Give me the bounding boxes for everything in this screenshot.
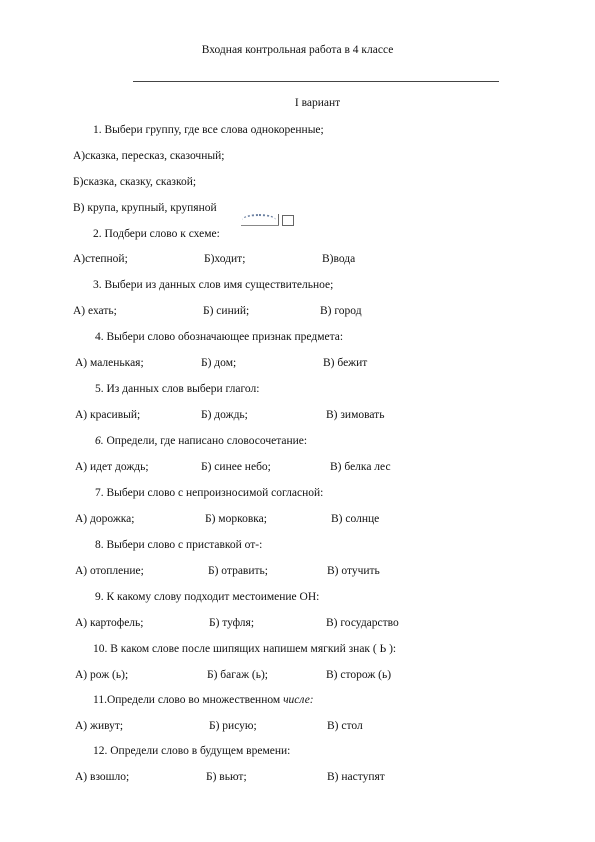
q5-option-b: Б) дождь; (201, 409, 248, 421)
q11-option-b: Б) рисую; (209, 720, 257, 732)
q7-option-a: А) дорожка; (75, 513, 135, 525)
q12-option-c: В) наступят (327, 771, 385, 783)
q12-option-a: А) взошло; (75, 771, 130, 783)
question-9: 9. К какому слову подходит местоимение ОН: (95, 591, 320, 603)
q8-option-a: А) отопление; (75, 565, 144, 577)
q8-option-c: В) отучить (327, 565, 380, 577)
q2-option-c: В)вода (322, 253, 356, 265)
q11-option-c: В) стол (327, 720, 363, 732)
q11-option-a: А) живут; (75, 720, 124, 732)
q1-option-a: А)сказка, пересказ, сказочный; (73, 150, 225, 162)
question-7: 7. Выбери слово с непроизносимой согласной: (95, 487, 324, 499)
q2-option-b: Б)ходит; (204, 253, 246, 265)
q6-option-b: Б) синее небо; (201, 461, 271, 473)
q3-option-c: В) город (320, 305, 362, 317)
q4-option-c: В) бежит (323, 357, 368, 369)
question-11-emphasis: числе: (283, 694, 314, 706)
ending-box (282, 215, 294, 226)
question-8: 8. Выбери слово с приставкой от-: (95, 539, 263, 551)
q3-option-a: А) ехать; (73, 305, 117, 317)
q7-option-b: Б) морковка; (205, 513, 267, 525)
q9-option-a: А) картофель; (75, 617, 144, 629)
document-title: Входная контрольная работа в 4 классе (201, 44, 394, 56)
q4-option-a: А) маленькая; (75, 357, 144, 369)
question-2: 2. Подбери слово к схеме: (93, 228, 220, 240)
scheme-baseline (241, 225, 279, 226)
scheme-separator (278, 214, 279, 225)
q9-option-b: Б) туфля; (209, 617, 255, 629)
question-11 (93, 694, 314, 706)
q10-option-a: А) рож (ь); (75, 669, 129, 681)
question-6-text: Определи, где написано словосочетание: (103, 435, 308, 447)
question-11-text: 11.Определи слово во множественном (93, 694, 284, 706)
question-1: 1. Выбери группу, где все слова однокоренные; (93, 124, 324, 136)
question-4: 4. Выбери слово обозначающее признак предмета: (95, 331, 344, 343)
q6-option-c: В) белка лес (330, 461, 391, 473)
word-scheme-diagram (238, 212, 300, 234)
q5-option-c: В) зимовать (326, 409, 385, 421)
title-underline (133, 81, 499, 82)
question-3: 3. Выбери из данных слов имя существительное; (93, 279, 334, 291)
question-6 (95, 435, 307, 447)
q5-option-a: А) красивый; (75, 409, 141, 421)
q7-option-c: В) солнце (331, 513, 380, 525)
question-10: 10. В каком слове после шипящих напишем мягкий знак ( Ь ): (93, 643, 397, 655)
question-12: 12. Определи слово в будущем времени: (93, 745, 291, 757)
q2-option-a: А)степной; (73, 253, 128, 265)
q1-option-b: Б)сказка, сказку, сказкой; (73, 176, 197, 188)
q10-option-b: Б) багаж (ь); (207, 669, 269, 681)
q4-option-b: Б) дом; (201, 357, 237, 369)
q9-option-c: В) государство (326, 617, 399, 629)
q1-option-c: В) крупа, крупный, крупяной (73, 202, 217, 214)
question-5: 5. Из данных слов выбери глагол: (95, 383, 260, 395)
q12-option-b: Б) вьют; (206, 771, 247, 783)
question-6-number: 6. (95, 435, 104, 447)
q6-option-a: А) идет дождь; (75, 461, 149, 473)
q10-option-c: В) сторож (ь) (326, 669, 392, 681)
q8-option-b: Б) отравить; (208, 565, 268, 577)
q3-option-b: Б) синий; (203, 305, 250, 317)
variant-label: I вариант (294, 97, 341, 109)
